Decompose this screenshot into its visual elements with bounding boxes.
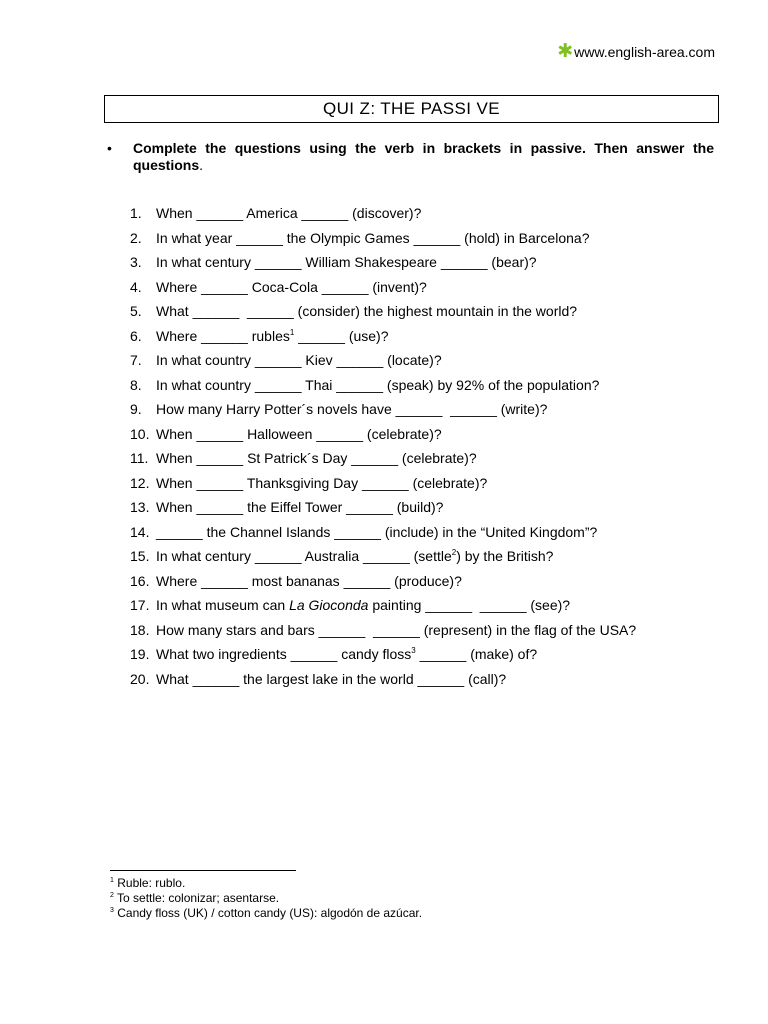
footnote-mark: 3: [110, 907, 114, 914]
star-icon: ✱: [557, 41, 574, 62]
question-list: [130, 205, 636, 695]
question-number: 13.: [130, 499, 150, 515]
question-item: [130, 622, 636, 647]
footnotes: [110, 876, 422, 921]
footnote: [110, 891, 422, 906]
page-title: QUI Z: THE PASSI VE: [104, 95, 719, 123]
footnote-mark: 1: [110, 877, 114, 884]
question-text-part: ______ (use)?: [294, 327, 389, 344]
question-text: What ______ the largest lake in the world ______ (call)?: [156, 670, 507, 687]
question-number: 3.: [130, 254, 142, 270]
footnote-divider: [110, 870, 296, 871]
question-text: In what country ______ Kiev ______ (locate)?: [156, 352, 442, 368]
footnote-text: Candy floss (UK) / cotton candy (US): algodón de azúcar.: [113, 906, 423, 920]
question-text-part: painting ______ ______ (see)?: [368, 597, 571, 613]
site-header: [557, 41, 715, 62]
question-item: [130, 475, 636, 500]
question-text: When ______ America ______ (discover)?: [156, 205, 422, 221]
footnote-mark: 2: [110, 892, 114, 899]
question-item: [130, 548, 636, 573]
instruction-body: Complete the questions using the verb in brackets in passive. Then answer the questions: [133, 140, 714, 173]
question-text: Where ______ most bananas ______ (produce)?: [156, 572, 462, 589]
artwork-title: La Gioconda: [289, 597, 369, 613]
question-number: 20.: [130, 670, 150, 687]
question-item: [130, 573, 636, 598]
footnote-text: To settle: colonizar; asentarse.: [113, 891, 280, 905]
question-text-part: What two ingredients ______ candy floss: [156, 646, 412, 662]
question-item: [130, 499, 636, 524]
question-number: 4.: [130, 278, 142, 295]
question-item: [130, 205, 636, 230]
footnote-text: Ruble: rublo.: [113, 876, 186, 890]
question-text: ______ the Channel Islands ______ (include) in the “United Kingdom”?: [156, 523, 598, 540]
question-number: 15.: [130, 548, 150, 564]
question-text-part: ______ (make) of?: [415, 646, 538, 662]
question-text: When ______ Thanksgiving Day ______ (celebrate)?: [156, 474, 488, 491]
question-number: 17.: [130, 597, 150, 613]
question-number: 11.: [130, 450, 149, 466]
question-text: When ______ St Patrick´s Day ______ (celebrate)?: [156, 450, 477, 466]
question-text: In what year ______ the Olympic Games ______ (hold) in Barcelona?: [156, 229, 590, 246]
question-item: [130, 254, 636, 279]
question-item: [130, 401, 636, 426]
question-text-part: ) by the British?: [456, 548, 554, 564]
question-text: When ______ Halloween ______ (celebrate)?: [156, 425, 442, 442]
question-text: When ______ the Eiffel Tower ______ (build)?: [156, 499, 444, 515]
question-number: 19.: [130, 646, 150, 662]
question-item: [130, 303, 636, 328]
question-item: [130, 328, 636, 353]
instruction-end: .: [199, 157, 204, 173]
question-number: 5.: [130, 303, 142, 319]
question-number: 1.: [130, 205, 142, 221]
question-text: How many stars and bars ______ ______ (represent) in the flag of the USA?: [156, 621, 637, 638]
question-text: [156, 328, 389, 353]
footnote: [110, 876, 422, 891]
question-item: [130, 279, 636, 304]
question-number: 18.: [130, 621, 150, 638]
question-item: [130, 426, 636, 451]
footnote: [110, 906, 422, 921]
question-text-part: In what century ______ Australia ______ (settle: [156, 548, 452, 564]
question-number: 2.: [130, 229, 142, 246]
question-item: [130, 377, 636, 402]
question-text: What ______ ______ (consider) the highest mountain in the world?: [156, 303, 578, 319]
question-number: 8.: [130, 376, 142, 393]
question-number: 9.: [130, 401, 142, 417]
question-text-part: In what museum can: [156, 597, 290, 613]
question-item: [130, 450, 636, 475]
instruction: [107, 140, 714, 174]
footnote-ref: 1: [289, 327, 295, 337]
footnote-ref: 3: [411, 646, 416, 655]
bullet-icon: •: [107, 140, 112, 156]
question-item: [130, 646, 636, 671]
question-item: [130, 597, 636, 622]
footnote-ref: 2: [451, 548, 457, 557]
site-url: www.english-area.com: [574, 44, 715, 60]
question-item: [130, 352, 636, 377]
question-item: [130, 230, 636, 255]
question-number: 7.: [130, 352, 142, 368]
question-number: 6.: [130, 327, 142, 344]
question-text: [156, 597, 570, 622]
question-text: [156, 548, 553, 573]
instruction-text: [133, 140, 714, 174]
question-text: In what century ______ William Shakespeare ______ (bear)?: [156, 254, 537, 270]
question-text: In what country ______ Thai ______ (speak) by 92% of the population?: [156, 376, 600, 393]
question-number: 12.: [130, 474, 150, 491]
question-text: [156, 646, 537, 671]
question-text: Where ______ Coca-Cola ______ (invent)?: [156, 278, 427, 295]
question-text: How many Harry Potter´s novels have ______ ______ (write)?: [156, 401, 548, 417]
question-item: [130, 524, 636, 549]
question-number: 14.: [130, 523, 150, 540]
question-text-part: Where ______ rubles: [156, 327, 290, 344]
question-item: [130, 671, 636, 696]
question-number: 10.: [130, 425, 150, 442]
question-number: 16.: [130, 572, 150, 589]
